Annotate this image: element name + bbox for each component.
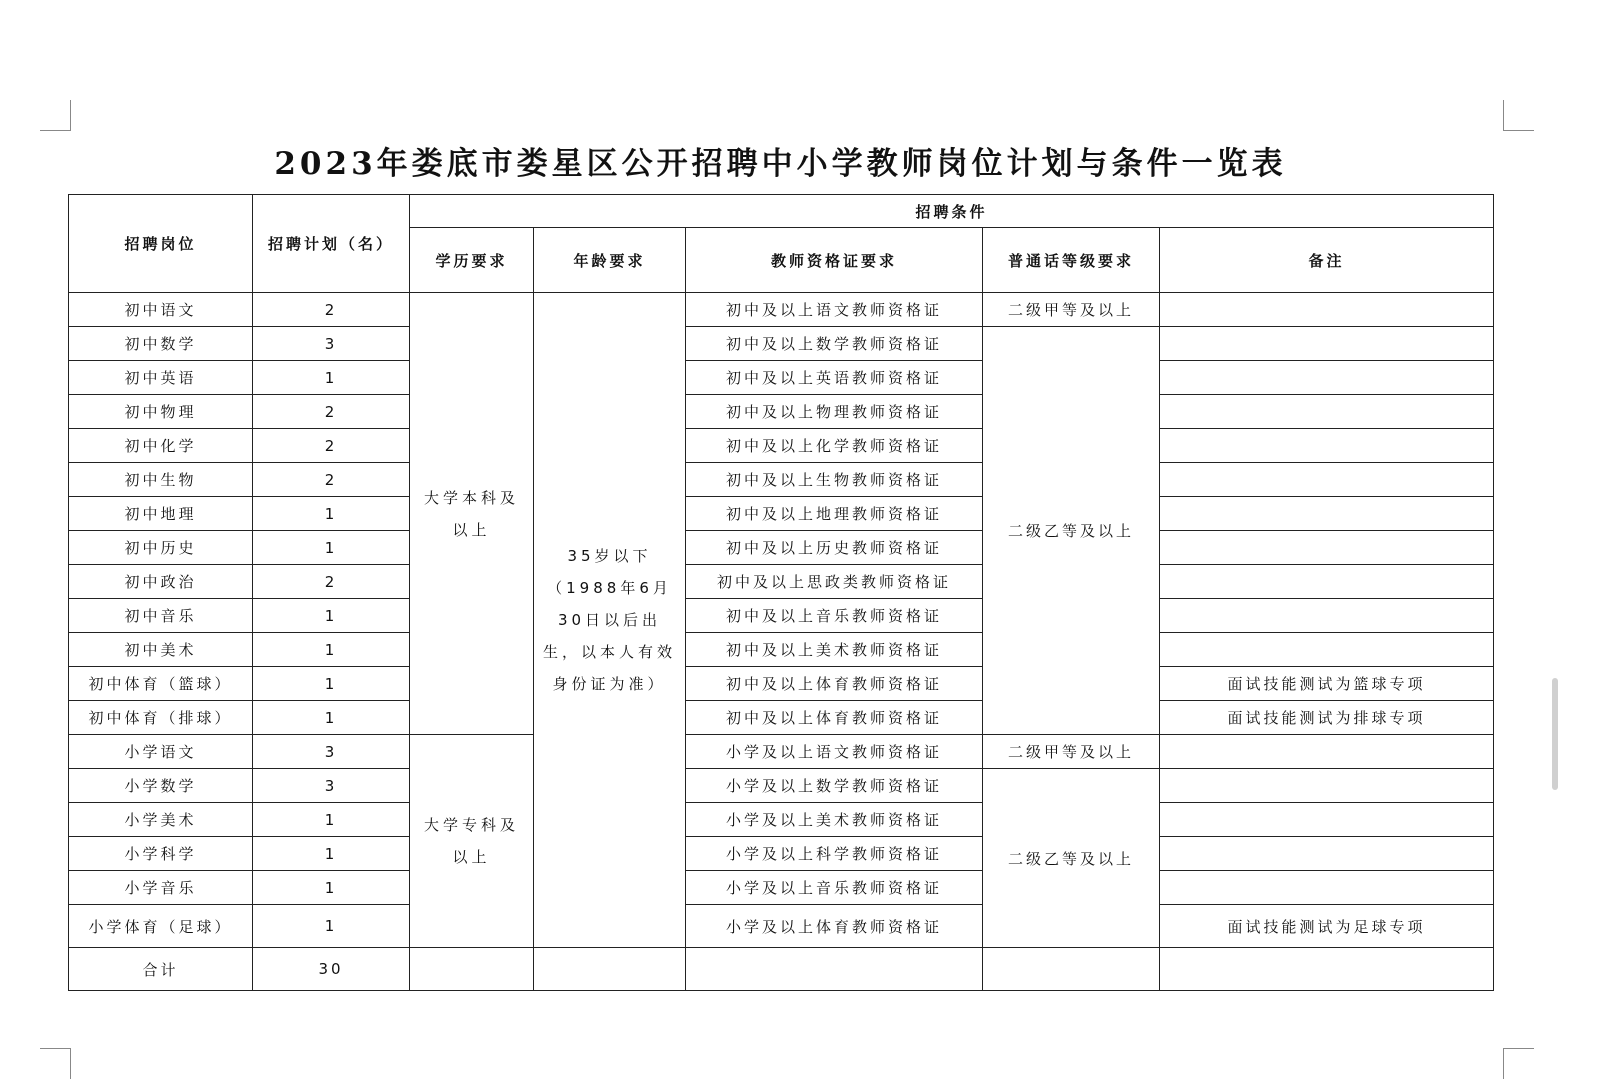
position-cell: 初中数学: [69, 327, 253, 361]
position-cell: 小学体育（足球）: [69, 905, 253, 948]
table-row: [69, 531, 1494, 565]
header-conditions: 招聘条件: [410, 195, 1494, 228]
mandarin-cell: 二级乙等及以上: [983, 327, 1160, 735]
education-cell-primary-text: 大学专科及以上: [423, 816, 519, 866]
document-title: 2023年娄底市娄星区公开招聘中小学教师岗位计划与条件一览表: [274, 146, 1287, 182]
age-cell-text: 35岁以下（1988年6月30日以后出生，以本人有效身份证为准）: [542, 547, 676, 693]
position-cell: 初中历史: [69, 531, 253, 565]
plan-cell: 1: [253, 599, 410, 633]
crop-mark-top-left: [40, 100, 71, 131]
table-row: [69, 361, 1494, 395]
total-label: 合计: [69, 948, 253, 991]
certificate-cell: 初中及以上物理教师资格证: [686, 395, 983, 429]
certificate-cell: 初中及以上思政类教师资格证: [686, 565, 983, 599]
plan-cell: 1: [253, 531, 410, 565]
total-value: 30: [253, 948, 410, 991]
table-row: [69, 497, 1494, 531]
total-empty-cell: [534, 948, 686, 991]
plan-cell: 1: [253, 701, 410, 735]
education-cell-primary: [410, 735, 534, 948]
crop-mark-bottom-right: [1503, 1048, 1534, 1079]
remark-cell: [1160, 463, 1494, 497]
remark-cell: 面试技能测试为排球专项: [1160, 701, 1494, 735]
plan-cell: 1: [253, 633, 410, 667]
header-mandarin: 普通话等级要求: [983, 228, 1160, 293]
plan-cell: 1: [253, 871, 410, 905]
position-cell: 小学科学: [69, 837, 253, 871]
remark-cell: [1160, 871, 1494, 905]
position-cell: 小学音乐: [69, 871, 253, 905]
certificate-cell: 小学及以上音乐教师资格证: [686, 871, 983, 905]
header-education: 学历要求: [410, 228, 534, 293]
scrollbar-thumb[interactable]: [1552, 678, 1558, 790]
position-cell: 初中化学: [69, 429, 253, 463]
position-cell: 小学数学: [69, 769, 253, 803]
plan-cell: 2: [253, 429, 410, 463]
remark-cell: [1160, 497, 1494, 531]
table-row: [69, 735, 1494, 769]
remark-cell: [1160, 803, 1494, 837]
plan-cell: 3: [253, 327, 410, 361]
remark-cell: [1160, 327, 1494, 361]
remark-cell: [1160, 293, 1494, 327]
remark-cell: [1160, 531, 1494, 565]
table-row: [69, 837, 1494, 871]
remark-cell: [1160, 633, 1494, 667]
position-cell: 初中体育（篮球）: [69, 667, 253, 701]
plan-cell: 2: [253, 395, 410, 429]
position-cell: 初中英语: [69, 361, 253, 395]
certificate-cell: 初中及以上语文教师资格证: [686, 293, 983, 327]
table-row: [69, 667, 1494, 701]
remark-cell: [1160, 837, 1494, 871]
table-row: [69, 599, 1494, 633]
mandarin-cell: 二级甲等及以上: [983, 735, 1160, 769]
remark-cell: [1160, 429, 1494, 463]
table-row: [69, 803, 1494, 837]
position-cell: 小学语文: [69, 735, 253, 769]
plan-cell: 2: [253, 565, 410, 599]
table-row: [69, 463, 1494, 497]
plan-cell: 1: [253, 837, 410, 871]
position-cell: 初中体育（排球）: [69, 701, 253, 735]
remark-cell: [1160, 361, 1494, 395]
position-cell: 初中语文: [69, 293, 253, 327]
certificate-cell: 初中及以上体育教师资格证: [686, 701, 983, 735]
age-cell: [534, 293, 686, 948]
plan-cell: 2: [253, 293, 410, 327]
position-cell: 初中美术: [69, 633, 253, 667]
total-row: [69, 948, 1494, 991]
position-cell: 初中地理: [69, 497, 253, 531]
certificate-cell: 小学及以上数学教师资格证: [686, 769, 983, 803]
remark-cell: [1160, 565, 1494, 599]
remark-cell: [1160, 395, 1494, 429]
remark-cell: [1160, 599, 1494, 633]
header-age: 年龄要求: [534, 228, 686, 293]
mandarin-cell: 二级乙等及以上: [983, 769, 1160, 948]
certificate-cell: 小学及以上科学教师资格证: [686, 837, 983, 871]
education-cell-middle: [410, 293, 534, 735]
certificate-cell: 小学及以上语文教师资格证: [686, 735, 983, 769]
header-remarks: 备注: [1160, 228, 1494, 293]
table-row: [69, 905, 1494, 948]
remark-cell: [1160, 769, 1494, 803]
total-empty-cell: [983, 948, 1160, 991]
certificate-cell: 初中及以上英语教师资格证: [686, 361, 983, 395]
crop-mark-bottom-left: [40, 1048, 71, 1079]
certificate-cell: 初中及以上音乐教师资格证: [686, 599, 983, 633]
table-row: [69, 633, 1494, 667]
mandarin-cell: 二级甲等及以上: [983, 293, 1160, 327]
header-position: 招聘岗位: [69, 195, 253, 293]
remark-cell: [1160, 735, 1494, 769]
plan-cell: 1: [253, 361, 410, 395]
certificate-cell: 初中及以上历史教师资格证: [686, 531, 983, 565]
table-row: [69, 871, 1494, 905]
position-cell: 初中音乐: [69, 599, 253, 633]
table-row: [69, 327, 1494, 361]
total-empty-cell: [410, 948, 534, 991]
certificate-cell: 初中及以上体育教师资格证: [686, 667, 983, 701]
plan-cell: 3: [253, 769, 410, 803]
table-row: [69, 395, 1494, 429]
certificate-cell: 初中及以上美术教师资格证: [686, 633, 983, 667]
position-cell: 初中政治: [69, 565, 253, 599]
plan-cell: 1: [253, 497, 410, 531]
certificate-cell: 小学及以上美术教师资格证: [686, 803, 983, 837]
header-plan: 招聘计划（名）: [253, 195, 410, 293]
plan-cell: 1: [253, 905, 410, 948]
certificate-cell: 初中及以上化学教师资格证: [686, 429, 983, 463]
crop-mark-top-right: [1503, 100, 1534, 131]
position-cell: 初中物理: [69, 395, 253, 429]
total-empty-cell: [686, 948, 983, 991]
table-row: [69, 429, 1494, 463]
certificate-cell: 初中及以上数学教师资格证: [686, 327, 983, 361]
certificate-cell: 初中及以上地理教师资格证: [686, 497, 983, 531]
table-row: [69, 293, 1494, 327]
plan-cell: 1: [253, 803, 410, 837]
recruitment-table: [68, 194, 1494, 991]
remark-cell: 面试技能测试为足球专项: [1160, 905, 1494, 948]
table-row: [69, 769, 1494, 803]
table-row: [69, 701, 1494, 735]
remark-cell: 面试技能测试为篮球专项: [1160, 667, 1494, 701]
certificate-cell: 初中及以上生物教师资格证: [686, 463, 983, 497]
education-cell-middle-text: 大学本科及以上: [423, 488, 519, 539]
plan-cell: 3: [253, 735, 410, 769]
plan-cell: 2: [253, 463, 410, 497]
certificate-cell: 小学及以上体育教师资格证: [686, 905, 983, 948]
position-cell: 初中生物: [69, 463, 253, 497]
table-row: [69, 565, 1494, 599]
position-cell: 小学美术: [69, 803, 253, 837]
total-empty-cell: [1160, 948, 1494, 991]
plan-cell: 1: [253, 667, 410, 701]
header-certificate: 教师资格证要求: [686, 228, 983, 293]
